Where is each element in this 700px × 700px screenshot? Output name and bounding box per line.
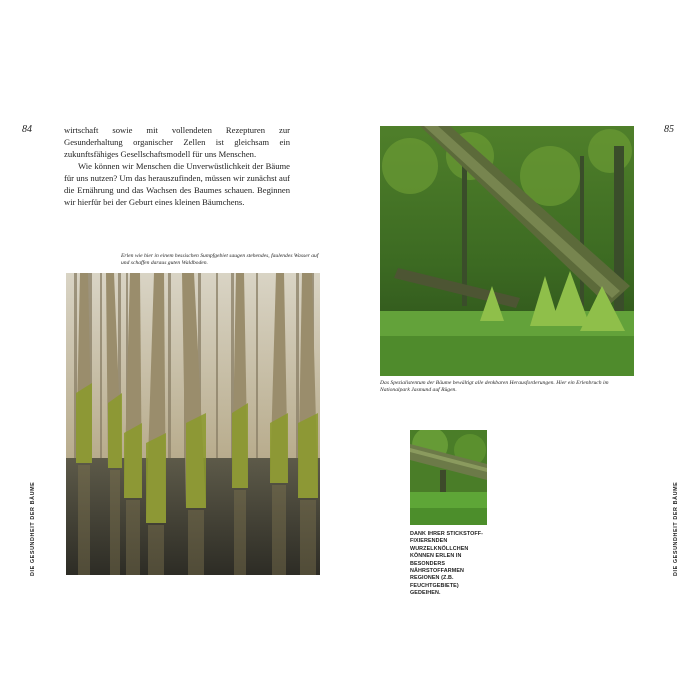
page-number-left: 84 <box>22 124 32 135</box>
body-text <box>64 124 290 208</box>
alder-closeup-photo <box>410 430 487 525</box>
alder-swamp-caption: Das Spezialistentum der Bäume bewältigt alle denkbaren Herausforderungen. Hier ein Erlenbruch im Nationalpark Jasmund auf Rügen. <box>380 380 609 393</box>
page-number-right: 85 <box>664 124 674 135</box>
swamp-photo-caption: Erlen wie hier in einem hessischen Sumpfgebiet saugen stehendes, faulendes Wasser auf und schaffen daraus guten Waldboden. <box>121 253 319 266</box>
body-paragraph-1: wirtschaft sowie mit vollendeten Rezepturen zur Gesunderhaltung organischer Zellen ist gleichsam ein zukunftsfähiges Gesellschaftsmodell für uns Menschen. <box>64 125 290 159</box>
swamp-forest-photo <box>66 273 320 575</box>
alder-swamp-photo <box>380 126 634 376</box>
running-title-right: DIE GESUNDHEIT DER BÄUME <box>673 481 679 576</box>
running-title-left: DIE GESUNDHEIT DER BÄUME <box>30 481 36 576</box>
nitrogen-fixing-caption: DANK IHRER STICKSTOFF-FIXIERENDEN WURZELKNÖLLCHEN KÖNNEN ERLEN IN BESONDERS NÄHRSTOFFARMEN REGIONEN (Z.B. FEUCHTGEBIETE) GEDEIHEN. <box>410 531 484 597</box>
body-paragraph-2: Wie können wir Menschen die Unverwüstlichkeit der Bäume für uns nutzen? Um das herauszufinden, müssen wir zunächst auf die Ernährung und das Wachsen des Baumes schauen. Beginnen wir hierfür bei der Geburt eines kleinen Bäumchens. <box>64 161 290 207</box>
